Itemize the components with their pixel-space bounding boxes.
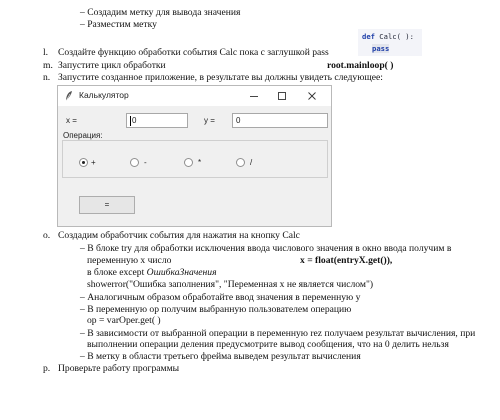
maximize-icon[interactable] (276, 90, 288, 102)
operation-group (62, 140, 328, 178)
x-entry-value: 0 (132, 116, 137, 125)
bullet-op-line1: – В переменную op получим выбранную пользователем операцию (80, 304, 352, 315)
x-label: x = (66, 116, 77, 125)
bullet-try-except-text: в блоке except (87, 267, 147, 278)
radio-multiply[interactable] (184, 158, 193, 167)
item-n-marker: n. (43, 72, 51, 83)
radio-divide[interactable] (236, 158, 245, 167)
code-line-pass (372, 44, 389, 53)
item-l-marker: l. (43, 47, 49, 58)
radio-minus-label: - (144, 158, 147, 167)
y-entry-value: 0 (236, 116, 241, 125)
bullet-result-label: – В метку в области третьего фрейма выведем результат вычисления (80, 351, 361, 362)
code-snippet (358, 29, 422, 56)
bullet-try-line3 (87, 267, 217, 278)
window-titlebar (58, 86, 331, 106)
item-m-text: Запустите цикл обработки (58, 60, 166, 71)
close-icon[interactable] (306, 90, 318, 102)
radio-minus[interactable] (130, 158, 139, 167)
y-label: y = (204, 116, 215, 125)
text-caret (130, 116, 131, 126)
bullet-rez-line1: – В зависимости от выбранной операции в переменную rez получаем результат вычисления, при (80, 328, 476, 339)
item-n-text: Запустите созданное приложение, в результате вы должны увидеть следующее: (58, 72, 383, 83)
bullet-try-line2: переменную x число (87, 255, 172, 266)
code-def-signature: Calc( ): (374, 32, 414, 41)
x-entry[interactable] (126, 113, 188, 128)
window-title: Калькулятор (79, 90, 129, 100)
item-p-text: Проверьте работу программы (58, 363, 180, 374)
bullet-try-line4: showerror("Ошибка заполнения", "Переменная x не является числом") (87, 279, 374, 290)
item-m-marker: m. (43, 60, 53, 71)
bullet-create-label: – Создадим метку для вывода значения (80, 7, 241, 18)
y-entry[interactable] (232, 113, 328, 128)
operation-label: Операция: (63, 131, 103, 140)
code-def-keyword: def (362, 32, 375, 41)
radio-plus[interactable] (79, 158, 88, 167)
code-line-def (362, 32, 414, 41)
bullet-y-input: – Аналогичным образом обработайте ввод значения в переменную y (80, 292, 361, 303)
radio-multiply-label: * (198, 158, 202, 167)
bullet-op-line2: op = varOper.get( ) (87, 315, 161, 326)
minimize-icon[interactable] (248, 90, 260, 102)
item-o-marker: o. (43, 230, 51, 241)
item-m-code: root.mainloop( ) (327, 60, 394, 71)
bullet-place-label: – Разместим метку (80, 19, 157, 30)
calculator-window (57, 85, 332, 227)
bullet-try-line1: – В блоке try для обработки исключения ввода числового значения в окно ввода получим в (80, 243, 452, 254)
feather-icon (64, 90, 74, 102)
bullet-try-except-error: ОшибкаЗначения (146, 267, 217, 278)
bullet-try-code: x = float(entryX.get()), (300, 255, 393, 266)
bullet-rez-line2: выполнении операции деления предусмотрите вывод сообщения, что на 0 делить нельзя (87, 339, 449, 350)
calculate-button[interactable]: = (79, 196, 135, 214)
code-pass-keyword: pass (372, 44, 390, 53)
item-p-marker: p. (43, 363, 51, 374)
item-l-text: Создайте функцию обработки события Calc пока с заглушкой pass (58, 47, 329, 58)
radio-divide-label: / (250, 158, 253, 167)
item-o-text: Создадим обработчик события для нажатия на кнопку Calc (58, 230, 300, 241)
radio-plus-label: + (91, 158, 96, 167)
